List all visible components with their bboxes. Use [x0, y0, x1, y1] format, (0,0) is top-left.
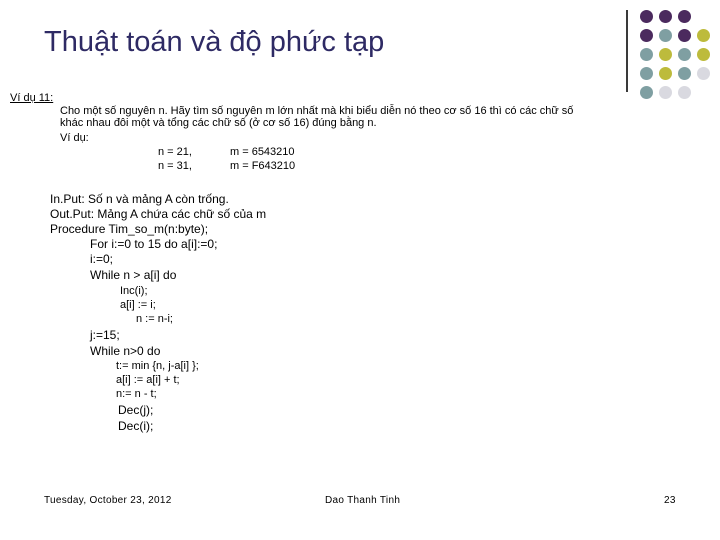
- code-line: Dec(j);: [118, 403, 154, 417]
- decor-dot: [697, 48, 710, 61]
- code-line: t:= min {n, j-a[i] };: [116, 360, 199, 372]
- decor-dot: [640, 86, 653, 99]
- example-heading: Ví dụ 11:: [10, 92, 54, 104]
- decor-dot: [659, 86, 672, 99]
- decor-dot: [659, 48, 672, 61]
- code-line: Dec(i);: [118, 419, 154, 433]
- decor-dot: [640, 48, 653, 61]
- code-line: a[i] := a[i] + t;: [116, 374, 180, 386]
- decor-dot: [697, 67, 710, 80]
- code-line: In.Put: Số n và mảng A còn trống.: [50, 192, 229, 206]
- decor-dot: [697, 29, 710, 42]
- problem-line-1: Cho một số nguyên n. Hãy tìm số nguyên m lớn nhất mà khi biểu diễn nó theo cơ số 16 thì có các chữ số: [60, 105, 574, 117]
- code-line: a[i] := i;: [120, 299, 156, 311]
- code-line: i:=0;: [90, 252, 114, 266]
- example-n: n = 21,: [158, 146, 192, 158]
- decor-dot: [640, 67, 653, 80]
- decor-dot: [659, 10, 672, 23]
- decor-dot: [678, 10, 691, 23]
- example-m: m = 6543210: [230, 146, 295, 158]
- decor-dot: [640, 29, 653, 42]
- decor-dot: [678, 48, 691, 61]
- code-line: Inc(i);: [120, 285, 148, 297]
- title-divider-line: [626, 10, 628, 92]
- slide-title: Thuật toán và độ phức tạp: [44, 26, 385, 58]
- example-m: m = F643210: [230, 160, 296, 172]
- problem-line-2: khác nhau đôi một và tổng các chữ số (ở cơ số 16) đúng bằng n.: [60, 117, 377, 129]
- decor-dot: [640, 10, 653, 23]
- code-line: Out.Put: Mảng A chứa các chữ số của m: [50, 207, 267, 221]
- code-line: j:=15;: [90, 328, 120, 342]
- footer-date: Tuesday, October 23, 2012: [44, 495, 172, 506]
- code-line: For i:=0 to 15 do a[i]:=0;: [90, 237, 218, 251]
- code-line: While n>0 do: [90, 344, 161, 358]
- decor-dot: [659, 67, 672, 80]
- decor-dot: [678, 29, 691, 42]
- code-line: While n > a[i] do: [90, 268, 177, 282]
- decor-dot: [659, 29, 672, 42]
- decor-dot: [678, 67, 691, 80]
- code-line: Procedure Tim_so_m(n:byte);: [50, 222, 209, 236]
- decor-dot: [678, 86, 691, 99]
- footer-page-number: 23: [664, 495, 676, 506]
- footer-author: Dao Thanh Tinh: [325, 495, 401, 506]
- example-n: n = 31,: [158, 160, 192, 172]
- example-label: Ví dụ:: [60, 132, 89, 144]
- code-line: n := n-i;: [136, 313, 173, 325]
- code-line: n:= n - t;: [116, 388, 157, 400]
